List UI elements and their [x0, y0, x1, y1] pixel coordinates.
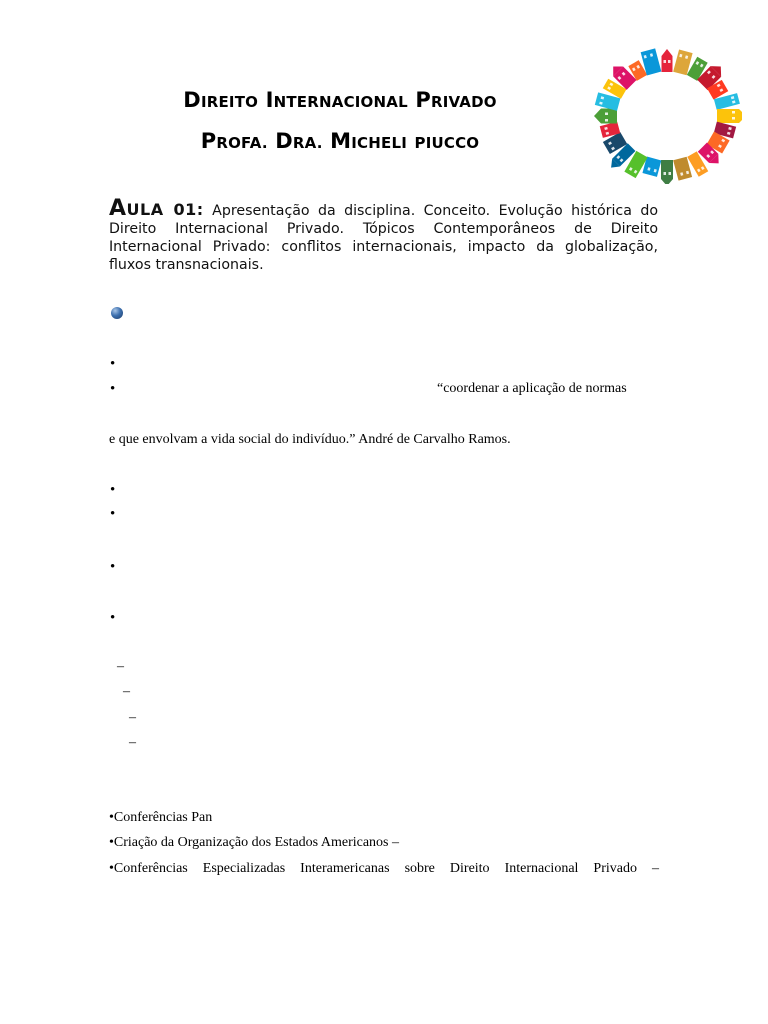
title-word: PIUCCO	[414, 134, 480, 152]
bullet-icon: •	[110, 506, 116, 522]
title-word: DIREITO	[183, 88, 259, 112]
lesson-description	[109, 196, 659, 274]
bullet-icon: •	[110, 559, 116, 575]
logo-building	[662, 49, 673, 72]
quote-attribution: e que envolvam a vida social do indivíduo.” André de Carvalho Ramos.	[109, 432, 511, 447]
quote-line	[109, 432, 511, 448]
colorful-city-ring-logo	[592, 48, 742, 184]
dash-marker: –	[129, 735, 136, 750]
dash-marker: –	[129, 710, 136, 725]
dash-marker: –	[123, 684, 130, 699]
quote-line	[437, 381, 659, 397]
history-item-text: •Conferências Especializadas Interamericanas sobre Direito Internacional Privado –	[109, 861, 659, 876]
title-word: MICHELI	[330, 129, 408, 153]
logo-building	[594, 109, 617, 124]
lesson-text: Apresentação da disciplina. Conceito. Evolução histórica do Direito Internacional Privado. Tópicos Contemporâneos de Direito Internacional Privado: conflitos internacionais, impacto da globalização, fluxos transnacionais.	[109, 203, 659, 273]
history-item-text: •Criação da Organização dos Estados Americanos –	[109, 835, 399, 850]
title-word: DRA.	[275, 129, 323, 153]
history-item	[109, 861, 659, 877]
bullet-icon: •	[110, 610, 116, 626]
logo-building	[717, 109, 742, 123]
bullet-icon: •	[110, 482, 116, 498]
globe-bullet-icon	[111, 307, 123, 319]
dash-marker: –	[117, 659, 124, 674]
history-item	[109, 810, 212, 826]
quote-text: “coordenar a aplicação de normas	[437, 381, 627, 396]
title-word: PRIVADO	[415, 88, 497, 112]
title-word: PROFA.	[200, 129, 268, 153]
lesson-heading: AULA 01:	[109, 196, 204, 221]
document-title	[0, 88, 680, 112]
bullet-icon: •	[110, 381, 116, 397]
professor-name	[0, 129, 680, 153]
history-item	[109, 835, 399, 851]
logo-building	[661, 160, 673, 184]
title-word: INTERNACIONAL	[265, 88, 408, 112]
bullet-icon: •	[110, 356, 116, 372]
history-item-text: •Conferências Pan	[109, 810, 213, 825]
